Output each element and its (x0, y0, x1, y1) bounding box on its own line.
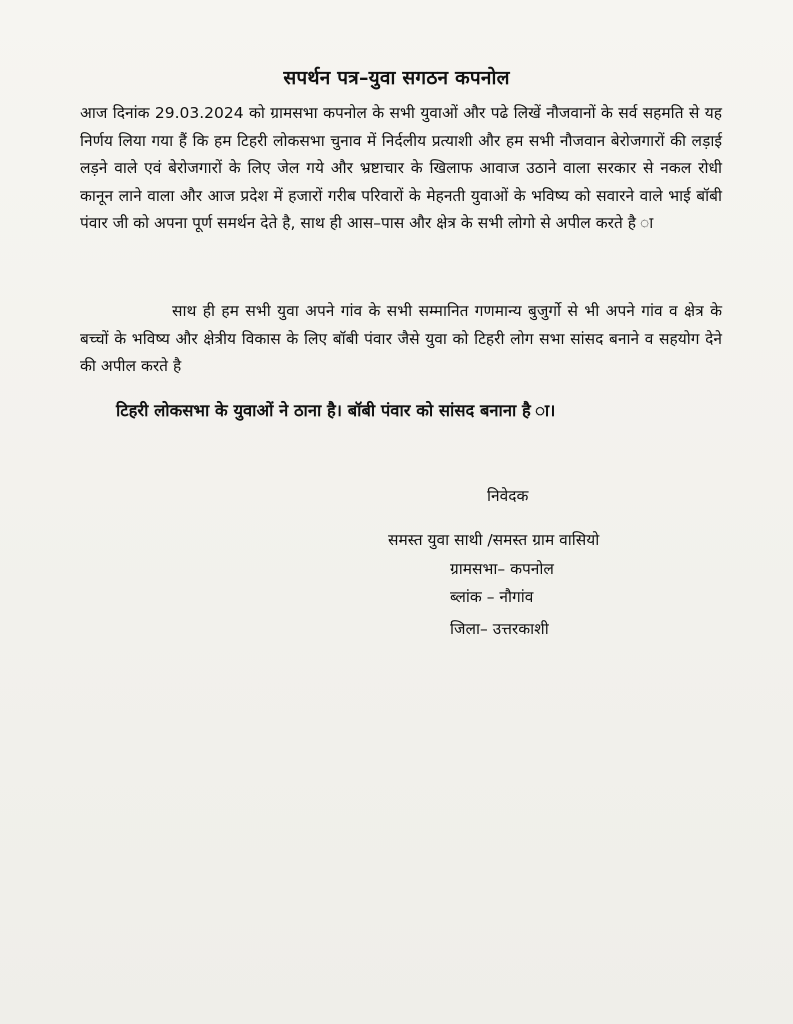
paragraph-support-statement: आज दिनांक 29.03.2024 को ग्रामसभा कपनोल के सभी युवाओं और पढे लिखें नौजवानों के सर्व सहमति से यह निर्णय लिया गया हैं कि हम टिहरी लोकसभा चुनाव में निर्दलीय प्रत्याशी और हम सभी नौजवान बेरोजगारों की लड़ाई लड़ने वाले एवं बेरोजगारों के लिए जेल गये और भ्रष्टाचार के खिलाफ आवाज उठाने वाला सरकार से नकल रोधी कानून लाने वाला और आज प्रदेश में हजारों गरीब परिवारों के मेहनती युवाओं के भविष्य को सवारने वाले भाई बॉबी पंवार जी को अपना पूर्ण समर्थन देते है, साथ ही आस–पास और क्षेत्र के सभी लोगो से अपील करते है ा (80, 104, 722, 233)
signature-gramsabha: ग्रामसभा– कपनोल (450, 560, 554, 578)
signature-district: जिला– उत्तरकाशी (450, 620, 549, 638)
slogan-line: टिहरी लोकसभा के युवाओं ने ठाना है। बॉबी पंवार को सांसद बनाना है ा। (116, 401, 556, 420)
signature-from: समस्त युवा साथी /समस्त ग्राम वासियो (388, 531, 600, 549)
paragraph-appeal (80, 298, 722, 381)
signature-block: ब्लांक – नौगांव (450, 588, 534, 606)
paragraph-appeal-text: साथ ही हम सभी युवा अपने गांव के सभी सम्मानित गणमान्य बुजुर्गो से भी अपने गांव व क्षेत्र के बच्चों के भविष्य और क्षेत्रीय विकास के लिए बॉबी पंवार जैसे युवा को टिहरी लोग सभा सांसद बनाने व सहयोग देने की अपील करते है (80, 302, 722, 376)
signature-nivedak: निवेदक (487, 487, 529, 505)
letter-title: सपर्थन पत्र–युवा सगठन कपनोल (283, 67, 510, 89)
